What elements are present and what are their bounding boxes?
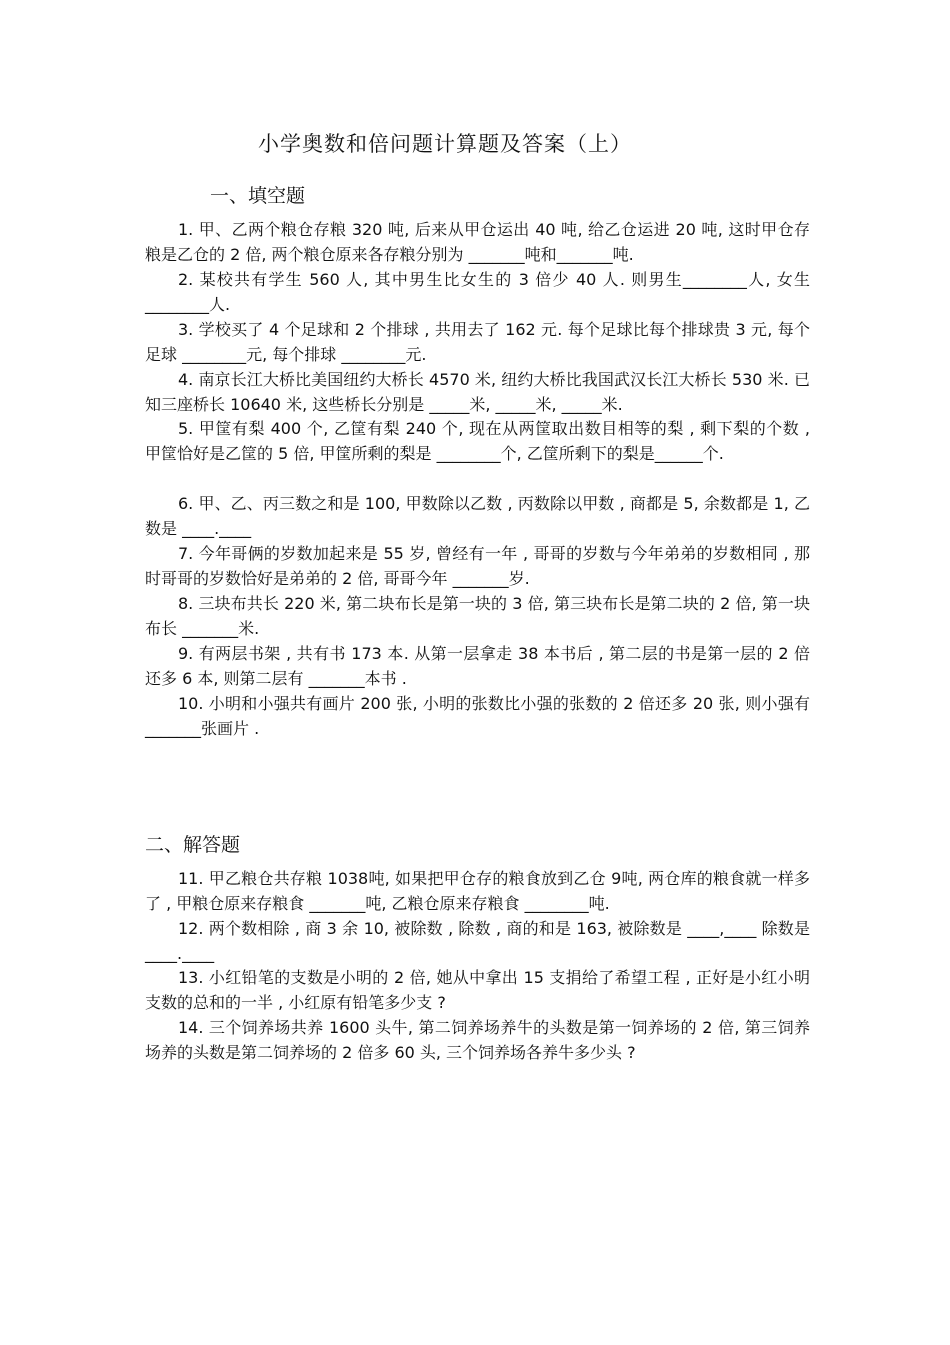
question-12: 12. 两个数相除 , 商 3 余 10, 被除数 , 除数 , 商的和是 163, 被除数是 ____,____ 除数是 ____.____ — [145, 919, 810, 963]
question-1: 1. 甲、乙两个粮仓存粮 320 吨, 后来从甲仓运出 40 吨, 给乙仓运进 20 吨, 这时甲仓存粮是乙仓的 2 倍, 两个粮仓原来各存粮分别为 _______吨和_______吨. — [145, 220, 810, 264]
question-13: 13. 小红铅笔的支数是小明的 2 倍, 她从中拿出 15 支捐给了希望工程 , 正好是小红小明支数的总和的一半 , 小红原有铅笔多少支 ? — [145, 968, 810, 1012]
page-title: 小学奥数和倍问题计算题及答案（上） — [258, 132, 632, 156]
question-6: 6. 甲、乙、丙三数之和是 100, 甲数除以乙数 , 丙数除以甲数 , 商都是 5, 余数都是 1, 乙数是 ____.____ — [145, 494, 810, 538]
section-heading-answer: 二、解答题 — [145, 834, 241, 856]
question-4: 4. 南京长江大桥比美国纽约大桥长 4570 米, 纽约大桥比我国武汉长江大桥长 530 米. 已知三座桥长 10640 米, 这些桥长分别是 _____米, _____米, _____米. — [145, 370, 810, 414]
question-7: 7. 今年哥俩的岁数加起来是 55 岁, 曾经有一年 , 哥哥的岁数与今年弟弟的岁数相同 , 那时哥哥的岁数恰好是弟弟的 2 倍, 哥哥今年 _______岁. — [145, 544, 810, 588]
question-8: 8. 三块布共长 220 米, 第二块布长是第一块的 3 倍, 第三块布长是第二块的 2 倍, 第一块布长 _______米. — [145, 594, 810, 638]
question-14: 14. 三个饲养场共养 1600 头牛, 第二饲养场养牛的头数是第一饲养场的 2 倍, 第三饲养场养的头数是第二饲养场的 2 倍多 60 头, 三个饲养场各养牛多少头 ? — [145, 1018, 810, 1062]
question-11: 11. 甲乙粮仓共存粮 1038吨, 如果把甲仓存的粮食放到乙仓 9吨, 两仓库的粮食就一样多了 , 甲粮仓原来存粮食 _______吨, 乙粮仓原来存粮食 ________吨. — [145, 869, 810, 913]
question-5: 5. 甲筐有梨 400 个, 乙筐有梨 240 个, 现在从两筐取出数目相等的梨 , 剩下梨的个数 , 甲筐恰好是乙筐的 5 倍, 甲筐所剩的梨是 ________个, 乙筐所剩下的梨是______个. — [145, 419, 810, 463]
question-10: 10. 小明和小强共有画片 200 张, 小明的张数比小强的张数的 2 倍还多 20 张, 则小强有 _______张画片 . — [145, 694, 810, 738]
question-2: 2. 某校共有学生 560 人, 其中男生比女生的 3 倍少 40 人. 则男生________人, 女生________人. — [145, 270, 810, 314]
question-3: 3. 学校买了 4 个足球和 2 个排球 , 共用去了 162 元. 每个足球比每个排球贵 3 元, 每个足球 ________元, 每个排球 ________元. — [145, 320, 810, 364]
section-heading-fill-in: 一、填空题 — [210, 185, 306, 207]
question-9: 9. 有两层书架 , 共有书 173 本. 从第一层拿走 38 本书后 , 第二层的书是第一层的 2 倍还多 6 本, 则第二层有 _______本书 . — [145, 644, 810, 688]
